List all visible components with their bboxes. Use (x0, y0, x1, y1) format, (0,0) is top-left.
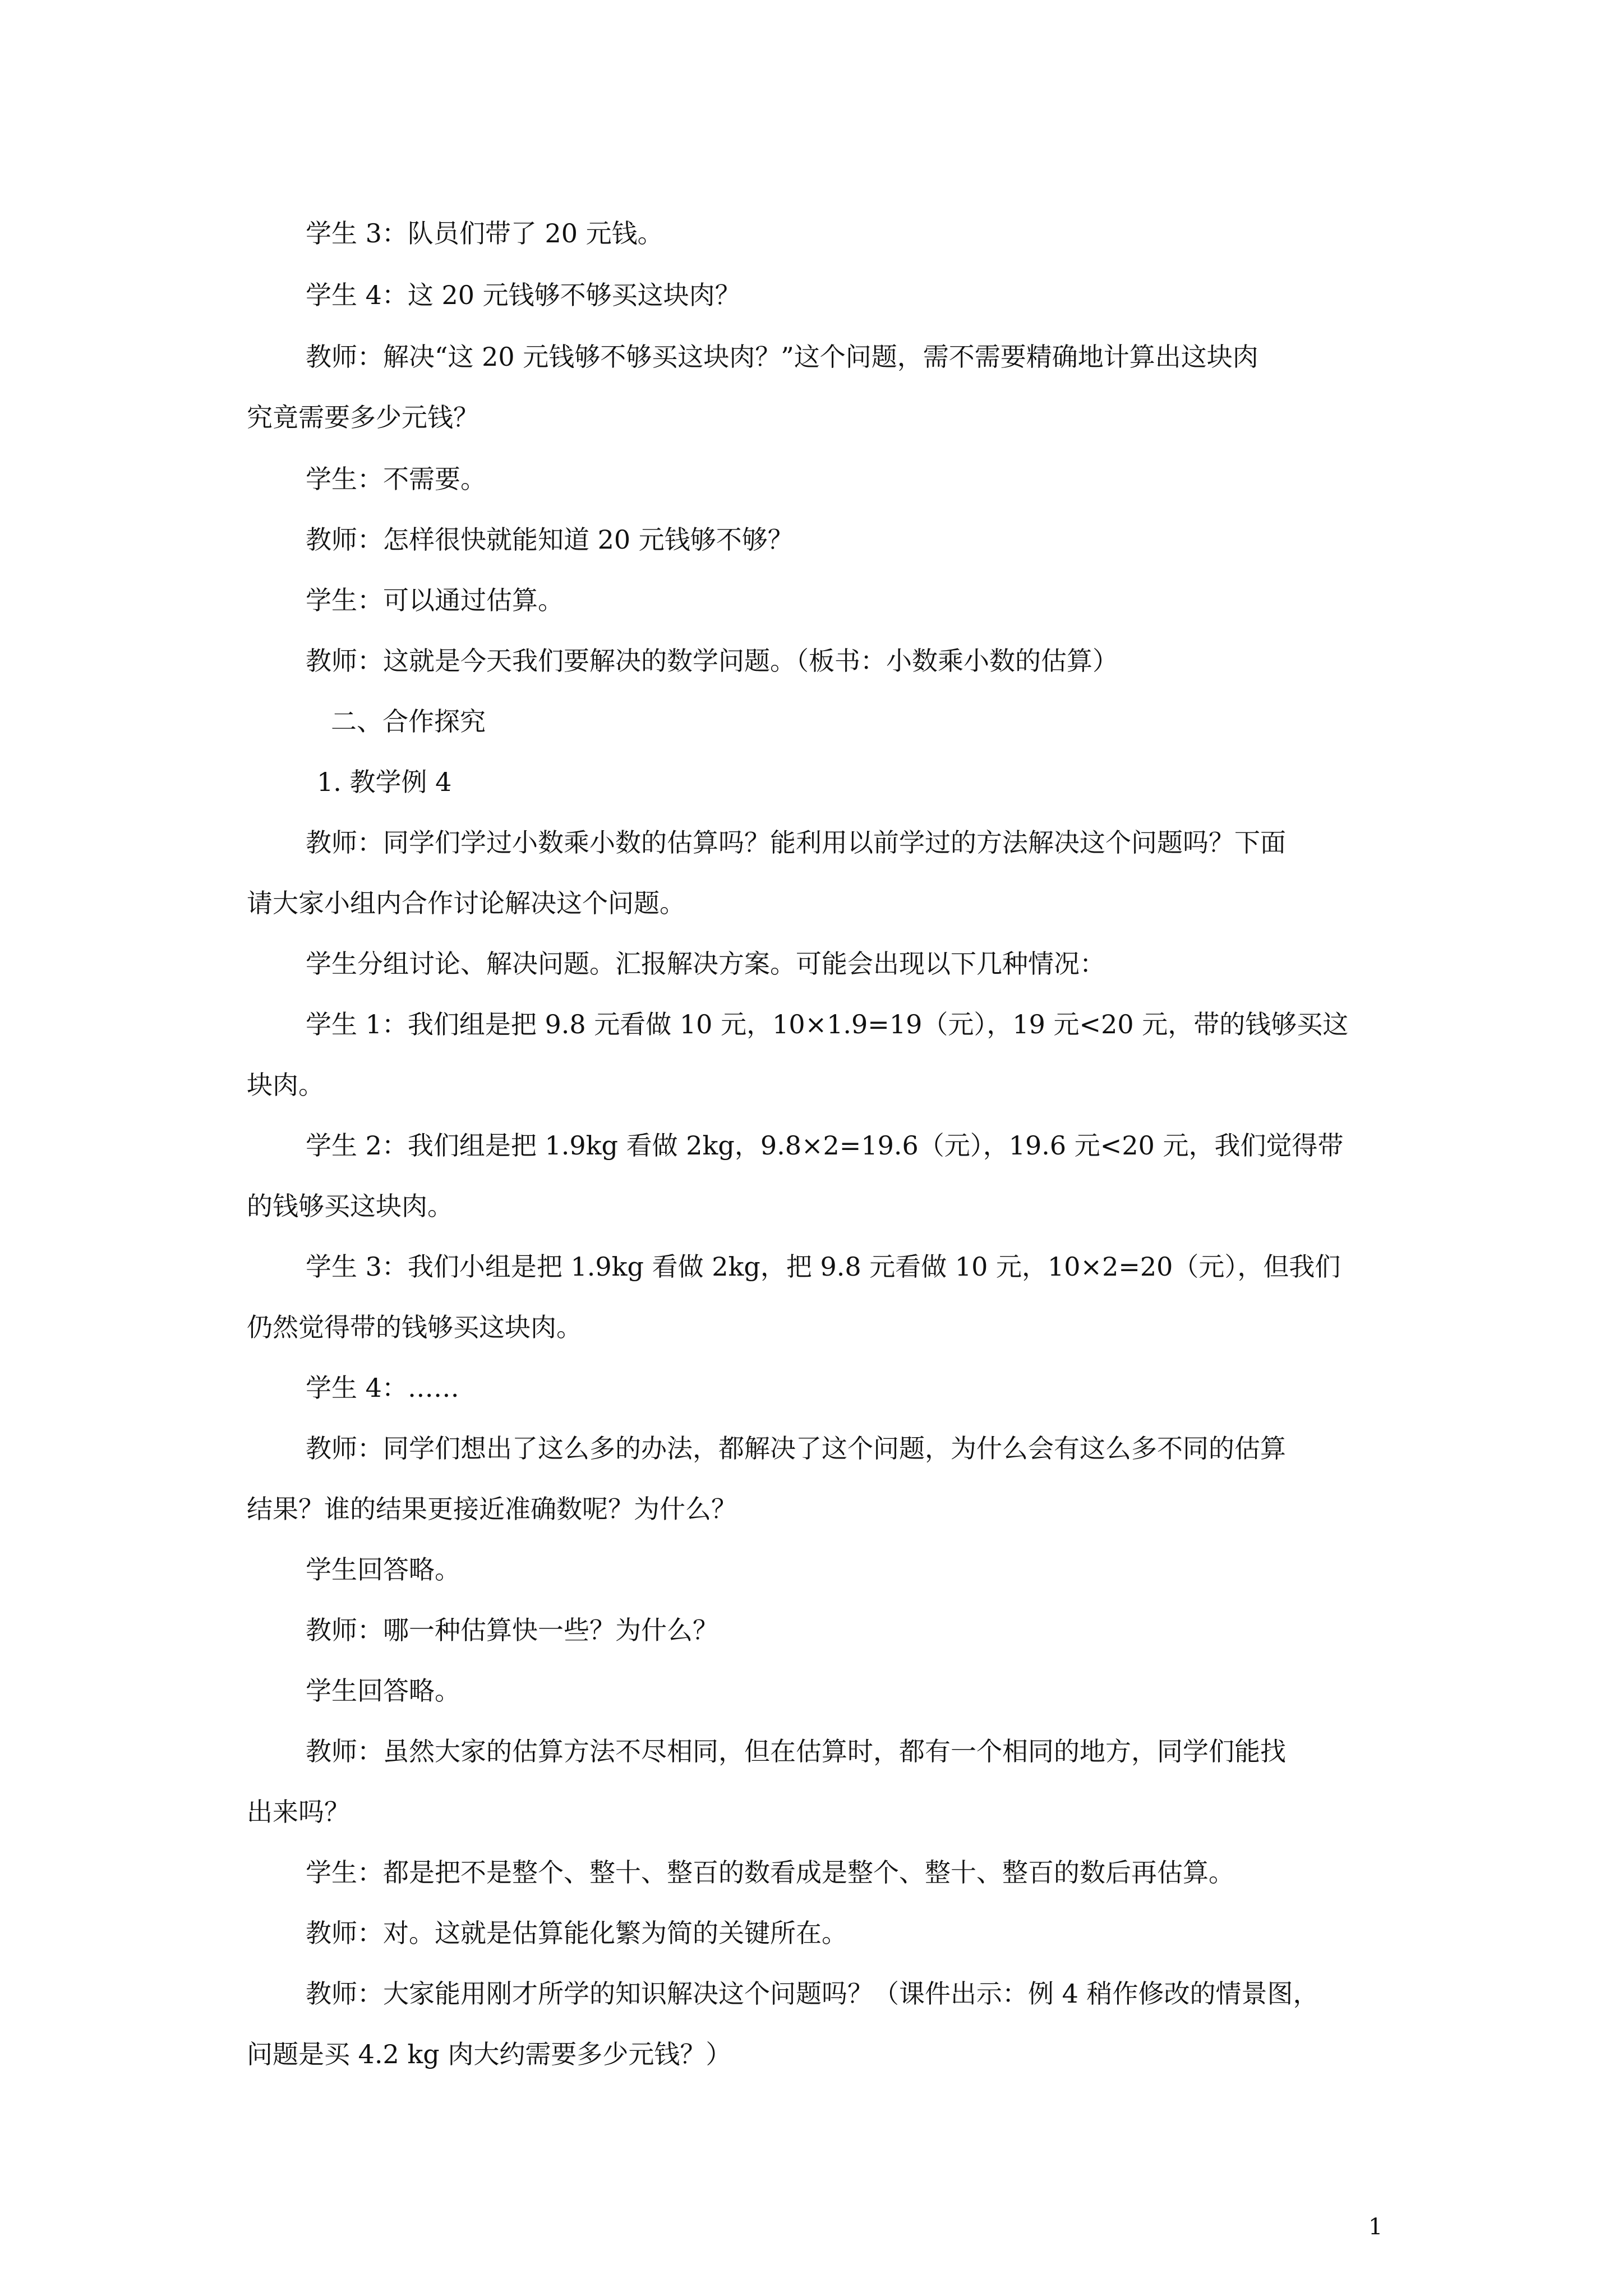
text-line: 教师：对。这就是估算能化繁为简的关键所在。 (306, 1918, 847, 1948)
section-heading: 二、合作探究 (331, 706, 486, 737)
text-line: 学生：不需要。 (306, 464, 486, 494)
text-line: 学生 3：队员们带了 20 元钱。 (306, 218, 663, 249)
text-line: 结果？谁的结果更接近准确数呢？为什么？ (247, 1494, 737, 1524)
text-line: 学生 3：我们小组是把 1.9kg 看做 2kg，把 9.8 元看做 10 元，10×2=20（元），但我们 (306, 1251, 1341, 1282)
text-line: 究竟需要多少元钱？ (247, 402, 479, 432)
text-line: 学生：都是把不是整个、整十、整百的数看成是整个、整十、整百的数后再估算。 (306, 1857, 1234, 1888)
text-line: 学生回答略。 (306, 1554, 460, 1585)
text-line: 教师：解决“这 20 元钱够不够买这块肉？”这个问题，需不需要精确地计算出这块肉 (306, 342, 1258, 372)
text-line: 学生：可以通过估算。 (306, 585, 564, 615)
text-line: 教师：虽然大家的估算方法不尽相同，但在估算时，都有一个相同的地方，同学们能找 (306, 1736, 1286, 1766)
text-line: 学生回答略。 (306, 1676, 460, 1706)
text-line: 出来吗？ (247, 1797, 350, 1827)
text-line: 教师：哪一种估算快一些？为什么？ (306, 1615, 718, 1645)
text-line: 的钱够买这块肉。 (247, 1191, 453, 1221)
text-line: 仍然觉得带的钱够买这块肉。 (247, 1312, 582, 1342)
text-line: 问题是买 4.2 kg 肉大约需要多少元钱？） (247, 2039, 732, 2069)
text-line: 教师：大家能用刚才所学的知识解决这个问题吗？（课件出示：例 4 稍作修改的情景图， (306, 1978, 1319, 2009)
text-line: 学生 1：我们组是把 9.8 元看做 10 元，10×1.9=19（元），19 元<20 元，带的钱够买这 (306, 1009, 1349, 1039)
subsection-heading: 1. 教学例 4 (317, 767, 452, 797)
text-line: 学生 2：我们组是把 1.9kg 看做 2kg，9.8×2=19.6（元），19.6 元<20 元，我们觉得带 (306, 1130, 1344, 1161)
page-number: 1 (1368, 2214, 1383, 2240)
text-line: 教师：怎样很快就能知道 20 元钱够不够？ (306, 524, 794, 555)
text-line: 请大家小组内合作讨论解决这个问题。 (247, 888, 685, 918)
text-line: 学生 4：…… (306, 1373, 459, 1403)
text-line: 学生 4：这 20 元钱够不够买这块肉？ (306, 280, 741, 310)
text-line: 块肉。 (247, 1070, 324, 1100)
text-line: 教师：这就是今天我们要解决的数学问题。（板书：小数乘小数的估算） (306, 646, 1118, 676)
text-line: 教师：同学们想出了这么多的办法，都解决了这个问题，为什么会有这么多不同的估算 (306, 1433, 1286, 1464)
text-line: 学生分组讨论、解决问题。汇报解决方案。可能会出现以下几种情况： (306, 949, 1105, 979)
text-line: 教师：同学们学过小数乘小数的估算吗？能利用以前学过的方法解决这个问题吗？下面 (306, 827, 1286, 858)
